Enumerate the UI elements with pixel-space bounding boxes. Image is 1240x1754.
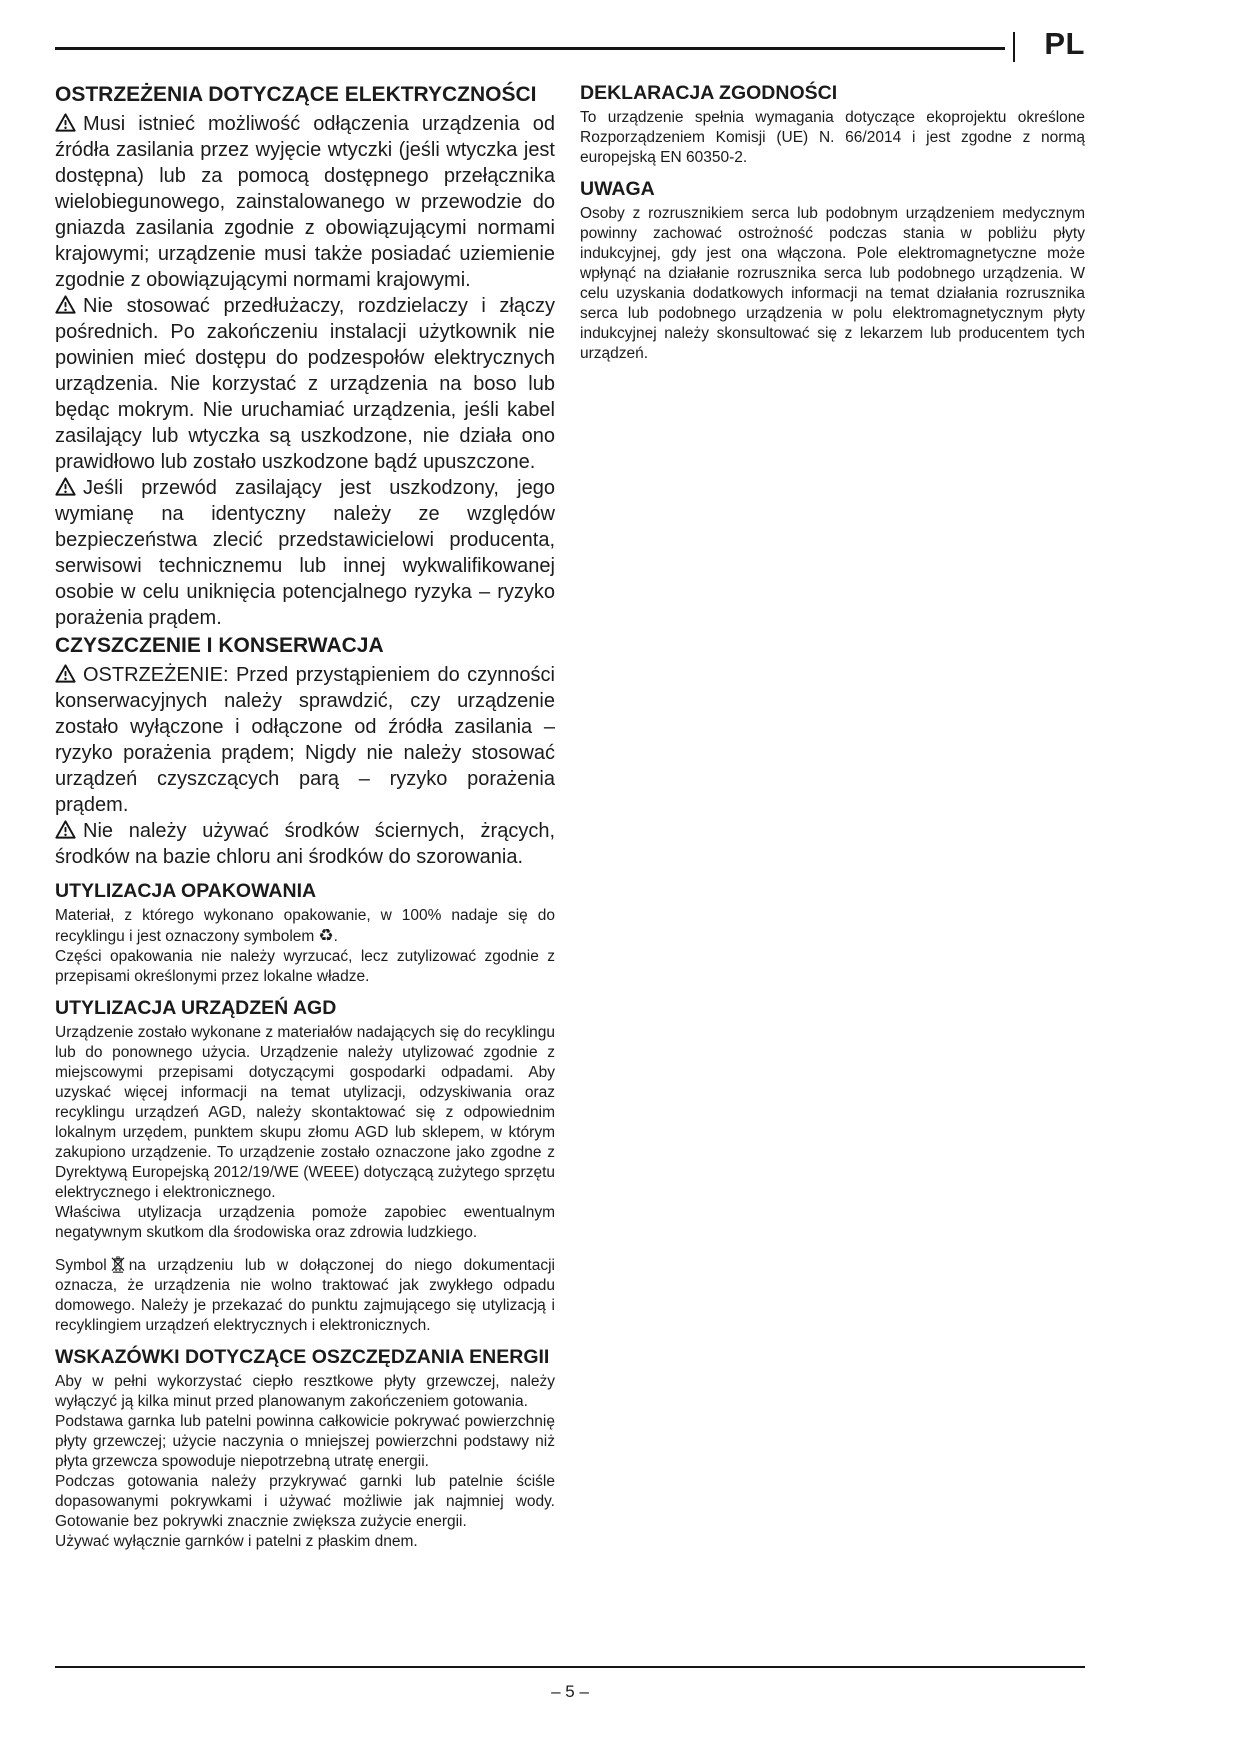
paragraph: Podczas gotowania należy przykrywać garnki lub patelnie ściśle dopasowanymi pokrywkami i używać możliwie jak najmniej wody. Gotowanie bez pokrywki znacznie zwiększa zużycie energii. [55, 1473, 555, 1530]
paragraph: Urządzenie zostało wykonane z materiałów nadających się do recyklingu lub do ponownego użycia. Urządzenie należy utylizować zgodnie z miejscowymi przepisami dotyczącymi gospodarki odpadami. Aby uzyskać więcej informacji na temat utylizacji, odzyskiwania oraz recyklingu urządzeń AGD, należy skontaktować się z odpowiednim lokalnym urzędem, punktem skupu złomu AGD lub sklepem, w którym zakupiono urządzenie. To urządzenie zostało oznaczone jako zgodne z Dyrektywą Europejską 2012/19/WE (WEEE) dotyczącą zużytego sprzętu elektrycznego i elektronicznego. [55, 1024, 555, 1201]
warning-triangle-icon [55, 111, 76, 137]
recycling-symbol-icon: ♻ [318, 926, 334, 945]
header-rule [55, 47, 1005, 50]
footer-rule [55, 1666, 1085, 1668]
section-title-note: UWAGA [580, 178, 655, 200]
page-number: – 5 – [551, 1682, 589, 1701]
weee-symbol-paragraph [55, 1256, 555, 1336]
section-title-electrical-warnings: OSTRZEŻENIA DOTYCZĄCE ELEKTRYCZNOŚCI [55, 83, 537, 106]
paragraph: Części opakowania nie należy wyrzucać, lecz zutylizować zgodnie z przepisami określonymi przez lokalne władze. [55, 948, 555, 985]
paragraph-text: Musi istnieć możliwość odłączenia urządzenia od źródła zasilania przez wyjęcie wtyczki (jeśli wtyczka jest dostępna) lub za pomocą dostępnego przełącznika wielobiegunowego, zainstalowanego w przewodzie do gniazda zasilania zgodnie z obowiązującymi normami krajowymi; urządzenie musi także posiadać uziemienie zgodnie z obowiązującymi normami krajowymi. [55, 113, 555, 291]
paragraph-text: Materiał, z którego wykonano opakowanie, w 100% nadaje się do recyklingu i jest oznaczony symbolem [55, 907, 555, 945]
paragraph-text: Symbol [55, 1257, 107, 1274]
page-header [55, 26, 1085, 74]
section-title-declaration-of-conformity: DEKLARACJA ZGODNOŚCI [580, 82, 838, 104]
paragraph-text: Nie stosować przedłużaczy, rozdzielaczy i złączy pośrednich. Po zakończeniu instalacji użytkownik nie powinien mieć dostępu do podzespołów elektrycznych urządzenia. Nie korzystać z urządzenia na boso lub będąc mokrym. Nie uruchamiać urządzenia, jeśli kabel zasilający lub wtyczka są uszkodzone, nie działa ono prawidłowo lub zostało uszkodzone bądź upuszczone. [55, 295, 555, 473]
header-tick [1013, 32, 1015, 62]
warning-paragraph [55, 475, 555, 631]
section-title-energy-saving: WSKAZÓWKI DOTYCZĄCE OSZCZĘDZANIA ENERGII [55, 1346, 550, 1368]
weee-crossed-bin-icon [111, 1256, 125, 1276]
paragraph-text: na urządzeniu lub w dołączonej do niego dokumentacji oznacza, że urządzenia nie wolno traktować jak zwykłego odpadu domowego. Należy je przekazać do punktu zajmującego się utylizacją i recyklingiem urządzeń elektrycznych i elektronicznych. [55, 1257, 555, 1334]
paragraph-text: Jeśli przewód zasilający jest uszkodzony, jego wymianę na identyczny należy ze względów bezpieczeństwa zlecić przedstawicielowi producenta, serwisowi technicznemu lub innej wykwalifikowanej osobie w celu uniknięcia potencjalnego ryzyka – ryzyko porażenia prądem. [55, 477, 555, 629]
warning-paragraph [55, 818, 555, 870]
language-code: PL [1044, 26, 1085, 61]
paragraph: Osoby z rozrusznikiem serca lub podobnym urządzeniem medycznym powinny zachować ostrożność podczas stania w pobliżu płyty indukcyjnej, gdy jest ona włączona. Pole elektromagnetyczne może wpłynąć na działanie rozrusznika serca lub podobnego urządzenia. W celu uzyskania dodatkowych informacji na temat działania rozrusznika serca lub podobnego urządzenia w polu elektromagnetycznym płyty indukcyjnej należy skonsultować się z lekarzem lub producentem tych urządzeń. [580, 205, 1085, 362]
two-column-layout [55, 82, 1085, 1552]
warning-paragraph [55, 662, 555, 818]
warning-triangle-icon [55, 293, 76, 319]
section-title-appliance-disposal: UTYLIZACJA URZĄDZEŃ AGD [55, 997, 337, 1019]
paragraph-text: . [333, 928, 338, 945]
left-column [55, 82, 555, 1552]
section-title-packaging-disposal: UTYLIZACJA OPAKOWANIA [55, 880, 317, 902]
right-column [580, 82, 1085, 364]
paragraph: Podstawa garnka lub patelni powinna całkowicie pokrywać powierzchnię płyty grzewczej; użycie naczynia o mniejszej powierzchni podstawy niż płyta grzewcza spowoduje niepotrzebną utratę energii. [55, 1413, 555, 1470]
section-title-cleaning: CZYSZCZENIE I KONSERWACJA [55, 634, 384, 657]
warning-paragraph [55, 111, 555, 293]
paragraph: Właściwa utylizacja urządzenia pomoże zapobiec ewentualnym negatywnym skutkom dla środowiska oraz zdrowia ludzkiego. [55, 1204, 555, 1241]
warning-paragraph [55, 293, 555, 475]
warning-triangle-icon [55, 662, 76, 688]
paragraph [55, 906, 555, 947]
paragraph: Aby w pełni wykorzystać ciepło resztkowe płyty grzewczej, należy wyłączyć ją kilka minut przed planowanym zakończeniem gotowania. [55, 1373, 555, 1410]
paragraph-text: OSTRZEŻENIE: Przed przystąpieniem do czynności konserwacyjnych należy sprawdzić, czy urządzenie zostało wyłączone i odłączone od źródła zasilania – ryzyko porażenia prądem; Nigdy nie należy stosować urządzeń czyszczących parą – ryzyko porażenia prądem. [55, 664, 555, 816]
paragraph: Używać wyłącznie garnków i patelni z płaskim dnem. [55, 1533, 418, 1550]
paragraph: To urządzenie spełnia wymagania dotyczące ekoprojektu określone Rozporządzeniem Komisji (UE) N. 66/2014 i jest zgodne z normą europejską EN 60350-2. [580, 109, 1085, 166]
warning-triangle-icon [55, 475, 76, 501]
paragraph-text: Nie należy używać środków ściernych, żrących, środków na bazie chloru ani środków do szorowania. [55, 820, 555, 868]
warning-triangle-icon [55, 818, 76, 844]
